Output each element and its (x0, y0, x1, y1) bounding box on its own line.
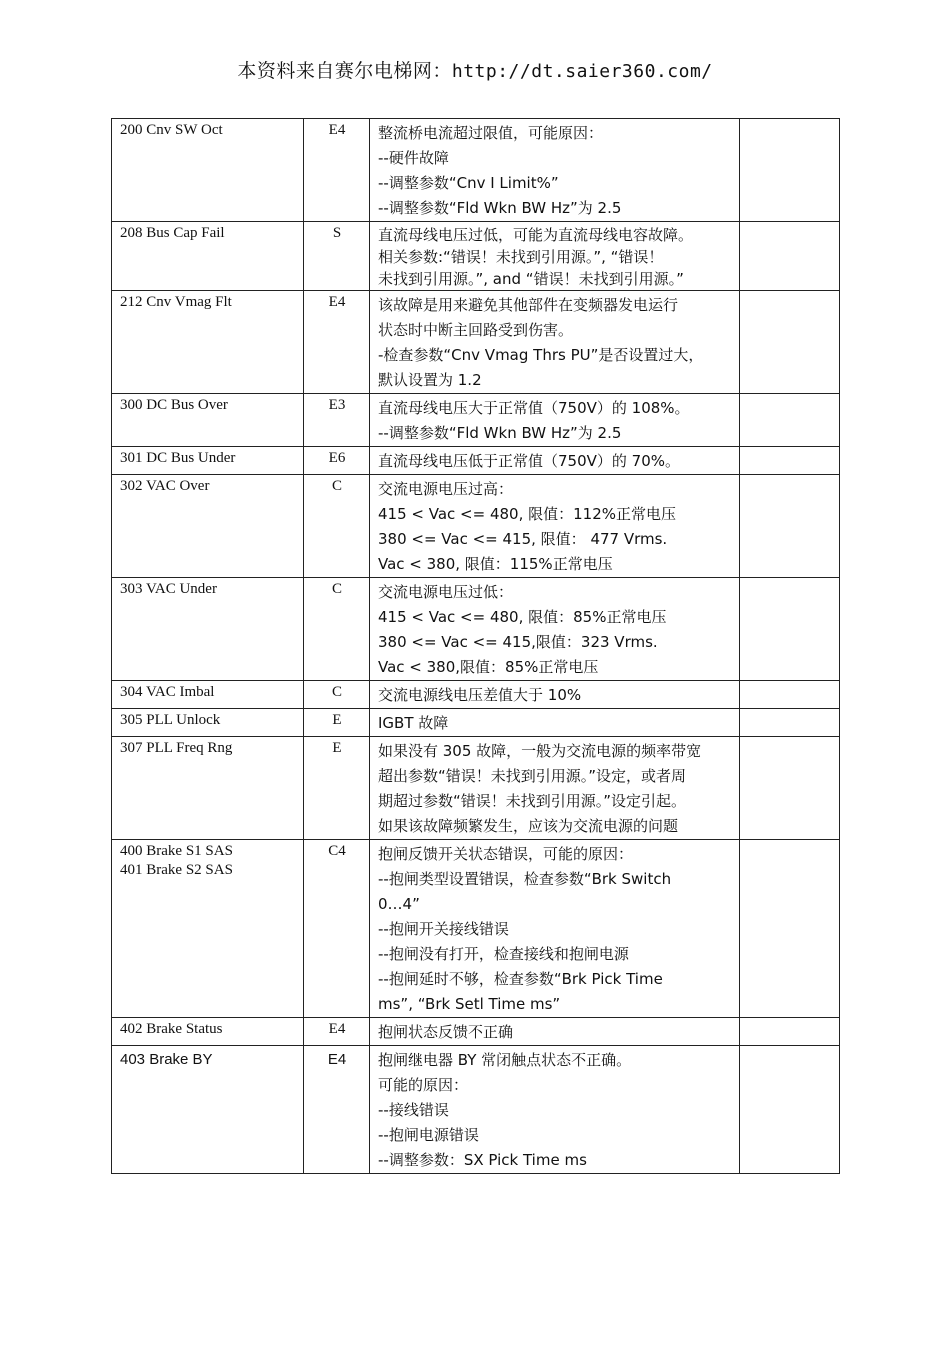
fault-code-cell: 403 Brake BY (112, 1046, 304, 1174)
notes-cell (740, 709, 840, 737)
fault-category-cell: C (304, 475, 370, 578)
table-row (112, 709, 840, 737)
fault-description-cell: 如果没有 305 故障，一般为交流电源的频率带宽 超出参数“错误！未找到引用源。”设定，或者周 期超过参数“错误！未找到引用源。”设定引起。 如果该故障频繁发生，应该为交流电源的问题 (370, 737, 740, 840)
fault-category-cell: E4 (304, 291, 370, 394)
table-row (112, 1046, 840, 1174)
fault-code-cell: 304 VAC Imbal (112, 681, 304, 709)
notes-cell (740, 291, 840, 394)
fault-category-cell: E4 (304, 1018, 370, 1046)
table-row (112, 394, 840, 447)
table-row (112, 840, 840, 1018)
fault-description-cell: 抱闸状态反馈不正确 (370, 1018, 740, 1046)
table-row (112, 578, 840, 681)
fault-description-cell: 该故障是用来避免其他部件在变频器发电运行 状态时中断主回路受到伤害。 -检查参数“Cnv Vmag Thrs PU”是否设置过大， 默认设置为 1.2 (370, 291, 740, 394)
fault-code-cell: 307 PLL Freq Rng (112, 737, 304, 840)
table-row (112, 681, 840, 709)
fault-code-cell: 300 DC Bus Over (112, 394, 304, 447)
fault-category-cell: C4 (304, 840, 370, 1018)
fault-category-cell: E3 (304, 394, 370, 447)
notes-cell (740, 222, 840, 291)
notes-cell (740, 840, 840, 1018)
fault-category-cell: S (304, 222, 370, 291)
table-row (112, 447, 840, 475)
fault-category-cell: E4 (304, 119, 370, 222)
fault-description-cell: IGBT 故障 (370, 709, 740, 737)
fault-category-cell: E (304, 709, 370, 737)
fault-category-cell: C (304, 578, 370, 681)
notes-cell (740, 447, 840, 475)
notes-cell (740, 394, 840, 447)
fault-code-cell: 212 Cnv Vmag Flt (112, 291, 304, 394)
fault-code-cell: 208 Bus Cap Fail (112, 222, 304, 291)
table-row (112, 222, 840, 291)
table-row (112, 119, 840, 222)
fault-description-cell: 交流电源线电压差值大于 10% (370, 681, 740, 709)
fault-description-cell: 直流母线电压低于正常值（750V）的 70%。 (370, 447, 740, 475)
header-url[interactable]: http://dt.saier360.com/ (451, 61, 713, 82)
page-header (0, 56, 950, 83)
fault-description-cell: 整流桥电流超过限值，可能原因： --硬件故障 --调整参数“Cnv I Limit%” --调整参数“Fld Wkn BW Hz”为 2.5 (370, 119, 740, 222)
table-row (112, 291, 840, 394)
notes-cell (740, 119, 840, 222)
fault-description-cell: 交流电源电压过低： 415 < Vac <= 480, 限值：85%正常电压 380 <= Vac <= 415,限值：323 Vrms. Vac < 380,限值：85%正常电压 (370, 578, 740, 681)
notes-cell (740, 578, 840, 681)
table-row (112, 737, 840, 840)
fault-description-cell: 抱闸反馈开关状态错误，可能的原因： --抱闸类型设置错误，检查参数“Brk Switch 0…4” --抱闸开关接线错误 --抱闸没有打开，检查接线和抱闸电源 --抱闸延时不够，检查参数“Brk Pick Time ms”, “Brk Setl Time ms” (370, 840, 740, 1018)
fault-description-cell: 直流母线电压过低，可能为直流母线电容故障。 相关参数:“错误！未找到引用源。”, “错误！ 未找到引用源。”, and “错误！未找到引用源。” (370, 222, 740, 291)
fault-code-cell: 302 VAC Over (112, 475, 304, 578)
table-row (112, 1018, 840, 1046)
fault-code-cell: 303 VAC Under (112, 578, 304, 681)
fault-category-cell: E4 (304, 1046, 370, 1174)
fault-description-cell: 抱闸继电器 BY 常闭触点状态不正确。 可能的原因： --接线错误 --抱闸电源错误 --调整参数：SX Pick Time ms (370, 1046, 740, 1174)
fault-code-cell: 200 Cnv SW Oct (112, 119, 304, 222)
notes-cell (740, 1018, 840, 1046)
fault-code-cell: 301 DC Bus Under (112, 447, 304, 475)
fault-category-cell: E6 (304, 447, 370, 475)
fault-code-cell: 402 Brake Status (112, 1018, 304, 1046)
fault-category-cell: E (304, 737, 370, 840)
fault-code-cell: 400 Brake S1 SAS 401 Brake S2 SAS (112, 840, 304, 1018)
table-row (112, 475, 840, 578)
notes-cell (740, 1046, 840, 1174)
fault-code-table (111, 118, 840, 1174)
notes-cell (740, 737, 840, 840)
header-prefix: 本资料来自赛尔电梯网： (237, 60, 452, 82)
fault-description-cell: 交流电源电压过高： 415 < Vac <= 480, 限值：112%正常电压 380 <= Vac <= 415, 限值： 477 Vrms. Vac < 380, 限值：115%正常电压 (370, 475, 740, 578)
fault-description-cell: 直流母线电压大于正常值（750V）的 108%。 --调整参数“Fld Wkn BW Hz”为 2.5 (370, 394, 740, 447)
notes-cell (740, 681, 840, 709)
fault-category-cell: C (304, 681, 370, 709)
fault-code-cell: 305 PLL Unlock (112, 709, 304, 737)
notes-cell (740, 475, 840, 578)
